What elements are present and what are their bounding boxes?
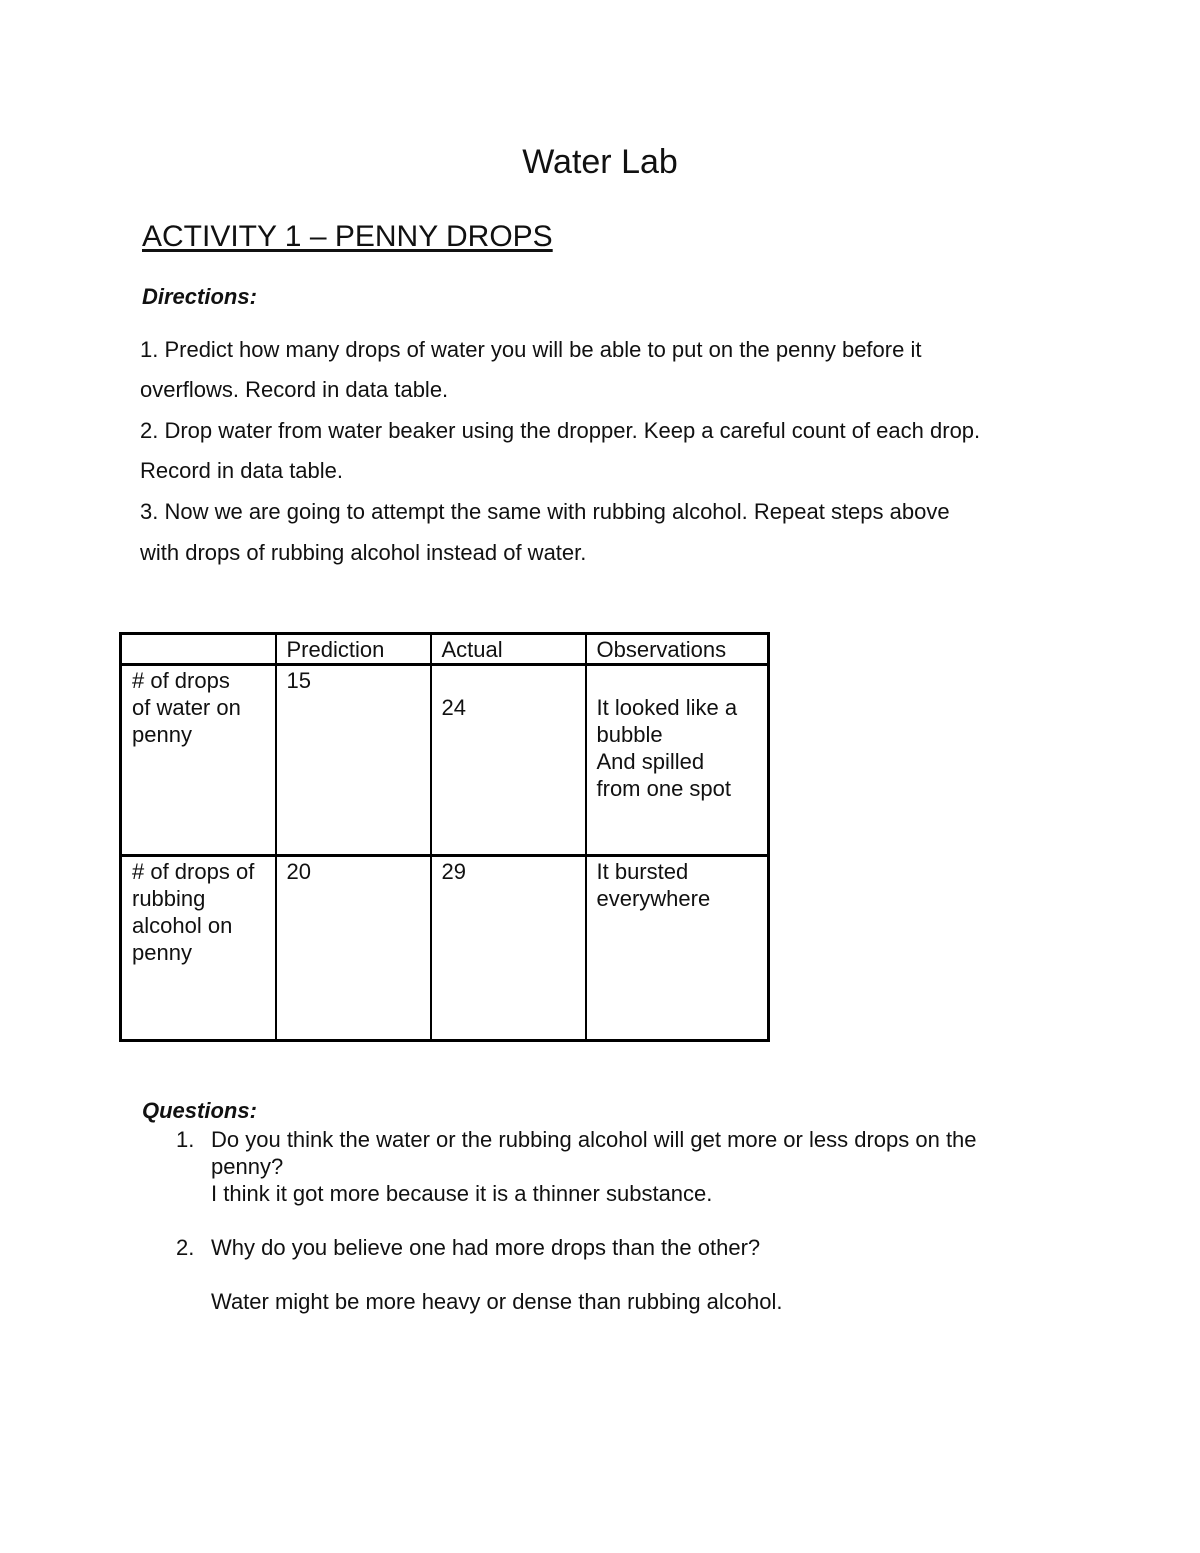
observation-line: It looked like a [596, 695, 738, 720]
answer-text: Water might be more heavy or dense than rubbing alcohol. [211, 1289, 783, 1314]
table-row-label-line: penny [132, 722, 192, 747]
table-cell-prediction: 20 [276, 856, 431, 1041]
direction-line-3: 2. Drop water from water beaker using the dropper. Keep a careful count of each drop. [140, 418, 981, 443]
data-table [119, 632, 770, 1042]
table-row [121, 856, 769, 1041]
direction-line-5: 3. Now we are going to attempt the same with rubbing alcohol. Repeat steps above [140, 499, 950, 524]
table-cell-actual: 29 [431, 856, 586, 1041]
table-row [121, 665, 769, 856]
table-header-row [121, 634, 769, 665]
table-cell-actual-value: 24 [441, 695, 466, 720]
table-row-label-line: # of drops of [132, 859, 255, 884]
table-cell-observations [586, 856, 769, 1041]
observation-line: bubble [596, 722, 663, 747]
question-number: 2. [176, 1235, 195, 1260]
direction-line-2: overflows. Record in data table. [140, 377, 449, 402]
questions-heading: Questions: [142, 1098, 257, 1123]
table-row-label [121, 665, 276, 856]
table-cell-observations [586, 665, 769, 856]
table-row-label [121, 856, 276, 1041]
table-cell-prediction: 15 [276, 665, 431, 856]
observation-line: from one spot [596, 776, 732, 801]
table-row-label-line: alcohol on [132, 913, 233, 938]
table-row-label-line: penny [132, 940, 192, 965]
question-text-line: penny? [211, 1154, 284, 1179]
directions-heading: Directions: [142, 284, 257, 309]
question-text-line: Do you think the water or the rubbing alcohol will get more or less drops on the [211, 1127, 977, 1152]
table-header-prediction: Prediction [276, 634, 431, 665]
table-cell-actual [431, 665, 586, 856]
table-header-actual: Actual [431, 634, 586, 665]
document-title: Water Lab [522, 143, 678, 181]
observation-line: And spilled [596, 749, 705, 774]
table-row-label-line: # of drops [132, 668, 230, 693]
table-header-observations: Observations [586, 634, 769, 665]
direction-line-6: with drops of rubbing alcohol instead of water. [140, 540, 587, 565]
answer-text: I think it got more because it is a thinner substance. [211, 1181, 713, 1206]
observation-line: everywhere [596, 886, 711, 911]
activity-heading: ACTIVITY 1 – PENNY DROPS [142, 220, 553, 253]
observation-line: It bursted [596, 859, 689, 884]
table-row-label-line: rubbing [132, 886, 206, 911]
question-text-line: Why do you believe one had more drops than the other? [211, 1235, 761, 1260]
table-header-cell-empty [121, 634, 276, 665]
direction-line-1: 1. Predict how many drops of water you will be able to put on the penny before it [140, 337, 922, 362]
direction-line-4: Record in data table. [140, 458, 344, 483]
question-number: 1. [176, 1127, 195, 1152]
table-row-label-line: of water on [132, 695, 241, 720]
